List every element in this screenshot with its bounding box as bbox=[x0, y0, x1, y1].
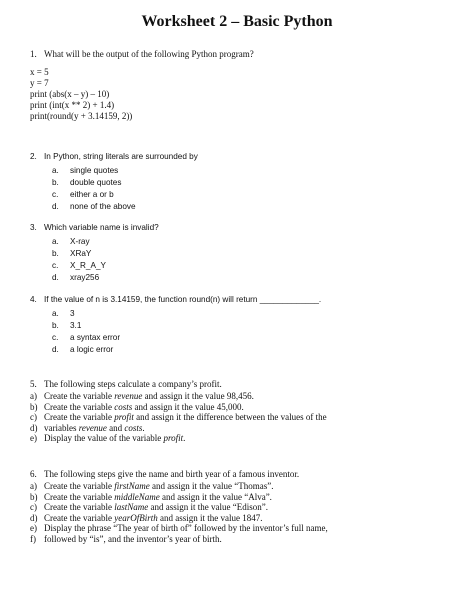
option-text: none of the above bbox=[70, 202, 136, 211]
option-item bbox=[52, 248, 460, 260]
option-text: 3.1 bbox=[70, 321, 82, 330]
variable-name: middleName bbox=[114, 491, 160, 502]
step-item bbox=[30, 492, 460, 503]
option-text: X_R_A_Y bbox=[70, 261, 106, 270]
step-text-part: Create the variable bbox=[44, 491, 115, 502]
option-item bbox=[52, 201, 460, 213]
step-text bbox=[44, 423, 145, 434]
step-item bbox=[30, 534, 460, 545]
option-text: double quotes bbox=[70, 178, 122, 187]
step-letter: c) bbox=[30, 502, 37, 512]
step-text-part: Create the variable bbox=[44, 391, 115, 401]
step-item bbox=[30, 423, 460, 434]
code-line: y = 7 bbox=[30, 78, 49, 88]
code-line: x = 5 bbox=[30, 67, 49, 77]
question-3-options bbox=[30, 236, 460, 284]
variable-name: profit bbox=[114, 412, 134, 422]
option-letter: d. bbox=[52, 202, 59, 211]
step-text-part: . bbox=[142, 422, 145, 433]
step-letter: c) bbox=[30, 412, 37, 422]
code-line: print(round(y + 3.14159, 2)) bbox=[30, 111, 133, 121]
question-4-number: 4. bbox=[30, 295, 37, 304]
step-text bbox=[44, 412, 327, 423]
step-letter: e) bbox=[30, 523, 37, 533]
worksheet-title: Worksheet 2 – Basic Python bbox=[141, 13, 333, 30]
step-text-part: Create the variable bbox=[44, 502, 115, 512]
variable-name: revenue bbox=[114, 391, 143, 401]
step-item bbox=[30, 412, 460, 423]
option-text: a syntax error bbox=[70, 333, 121, 342]
step-text-part: and assign it the difference between the values of the bbox=[133, 412, 327, 422]
option-letter: c. bbox=[52, 333, 59, 342]
step-text bbox=[44, 523, 328, 534]
question-1-text: What will be the output of the following Python program? bbox=[44, 49, 254, 59]
option-text: xray256 bbox=[70, 273, 100, 282]
step-item bbox=[30, 513, 460, 524]
step-text-part: and assign it the value “Alva”. bbox=[159, 491, 272, 502]
step-item bbox=[30, 481, 460, 492]
step-text bbox=[44, 513, 262, 524]
question-4-options bbox=[30, 308, 460, 356]
code-line: print (int(x ** 2) + 1.4) bbox=[30, 100, 115, 110]
step-text bbox=[44, 481, 273, 492]
option-letter: d. bbox=[52, 345, 59, 354]
step-text-part: variables bbox=[44, 422, 79, 433]
step-text bbox=[44, 402, 244, 413]
option-letter: a. bbox=[52, 166, 59, 175]
variable-name: costs bbox=[114, 401, 133, 412]
variable-name: revenue bbox=[78, 422, 107, 433]
option-item bbox=[52, 236, 460, 248]
step-item bbox=[30, 391, 460, 402]
question-2-text: In Python, string literals are surrounded by bbox=[44, 152, 198, 161]
option-item bbox=[52, 332, 460, 344]
step-letter: e) bbox=[30, 433, 37, 443]
option-letter: b. bbox=[52, 249, 59, 258]
variable-name: profit bbox=[163, 433, 184, 443]
step-letter: b) bbox=[30, 491, 38, 502]
step-item bbox=[30, 433, 460, 444]
variable-name: costs bbox=[124, 422, 143, 433]
question-3-text: Which variable name is invalid? bbox=[44, 223, 159, 232]
option-text: either a or b bbox=[70, 190, 114, 199]
question-3-number: 3. bbox=[30, 223, 37, 232]
step-text bbox=[44, 534, 222, 545]
option-letter: a. bbox=[52, 309, 59, 318]
step-text-part: followed by “is”, and the inventor’s year of birth. bbox=[44, 533, 222, 544]
option-text: XRaY bbox=[70, 249, 92, 258]
question-5-text: The following steps calculate a company’s profit. bbox=[44, 379, 222, 389]
question-1-number: 1. bbox=[30, 49, 37, 59]
step-text-part: Create the variable bbox=[44, 412, 115, 422]
option-item bbox=[52, 344, 460, 356]
variable-name: lastName bbox=[114, 502, 149, 512]
step-text-part: and assign it the value 45,000. bbox=[132, 401, 244, 412]
code-line: print (abs(x – y) – 10) bbox=[30, 89, 110, 99]
question-5 bbox=[30, 379, 460, 444]
step-letter: b) bbox=[30, 401, 38, 412]
question-1-code bbox=[30, 67, 460, 122]
step-text-part: Create the variable bbox=[44, 481, 115, 491]
step-item bbox=[30, 402, 460, 413]
option-text: 3 bbox=[70, 309, 75, 318]
step-item bbox=[30, 502, 460, 513]
option-item bbox=[52, 320, 460, 332]
step-text-part: and assign it the value “Edison”. bbox=[148, 502, 268, 512]
option-letter: d. bbox=[52, 273, 59, 282]
option-item bbox=[52, 272, 460, 284]
step-text-part: and bbox=[106, 422, 125, 433]
option-letter: b. bbox=[52, 321, 59, 330]
option-text: a logic error bbox=[70, 345, 114, 354]
option-letter: b. bbox=[52, 178, 59, 187]
step-text-part: and assign it the value “Thomas”. bbox=[149, 481, 274, 491]
step-text-part: Create the variable bbox=[44, 401, 115, 412]
question-6-number: 6. bbox=[30, 469, 37, 479]
question-2-options bbox=[30, 165, 460, 213]
option-letter: a. bbox=[52, 237, 59, 246]
question-6-steps bbox=[30, 481, 460, 544]
question-4 bbox=[30, 294, 460, 356]
step-letter: d) bbox=[30, 422, 38, 433]
option-text: X-ray bbox=[70, 237, 90, 246]
option-item bbox=[52, 260, 460, 272]
step-text-part: Display the phrase “The year of birth of” followed by the inventor’s full name, bbox=[44, 523, 328, 533]
step-letter: d) bbox=[30, 512, 38, 523]
variable-name: firstName bbox=[114, 481, 150, 491]
question-3 bbox=[30, 222, 460, 284]
step-text-part: Create the variable bbox=[44, 512, 115, 523]
step-text-part: and assign it the value 1847. bbox=[157, 512, 263, 523]
step-text-part: . bbox=[183, 433, 186, 443]
question-4-text: If the value of n is 3.14159, the function round(n) will return _____________. bbox=[44, 295, 322, 304]
question-2 bbox=[30, 151, 460, 213]
option-item bbox=[52, 165, 460, 177]
step-text bbox=[44, 492, 272, 503]
question-6 bbox=[30, 469, 460, 544]
step-text bbox=[44, 391, 254, 402]
option-item bbox=[52, 308, 460, 320]
option-letter: c. bbox=[52, 261, 59, 270]
step-item bbox=[30, 523, 460, 534]
option-item bbox=[52, 177, 460, 189]
variable-name: yearOfBirth bbox=[114, 512, 158, 523]
question-5-number: 5. bbox=[30, 379, 37, 389]
question-1 bbox=[30, 49, 460, 122]
step-text bbox=[44, 433, 185, 444]
step-text-part: and assign it the value 98,456. bbox=[142, 391, 254, 401]
option-item bbox=[52, 189, 460, 201]
option-text: single quotes bbox=[70, 166, 119, 175]
question-6-text: The following steps give the name and birth year of a famous inventor. bbox=[44, 469, 300, 479]
step-letter: f) bbox=[30, 533, 36, 544]
step-letter: a) bbox=[30, 481, 37, 491]
question-2-number: 2. bbox=[30, 152, 37, 161]
step-text-part: Display the value of the variable bbox=[44, 433, 164, 443]
option-letter: c. bbox=[52, 190, 59, 199]
step-text bbox=[44, 502, 268, 513]
step-letter: a) bbox=[30, 391, 37, 401]
question-5-steps bbox=[30, 391, 460, 444]
